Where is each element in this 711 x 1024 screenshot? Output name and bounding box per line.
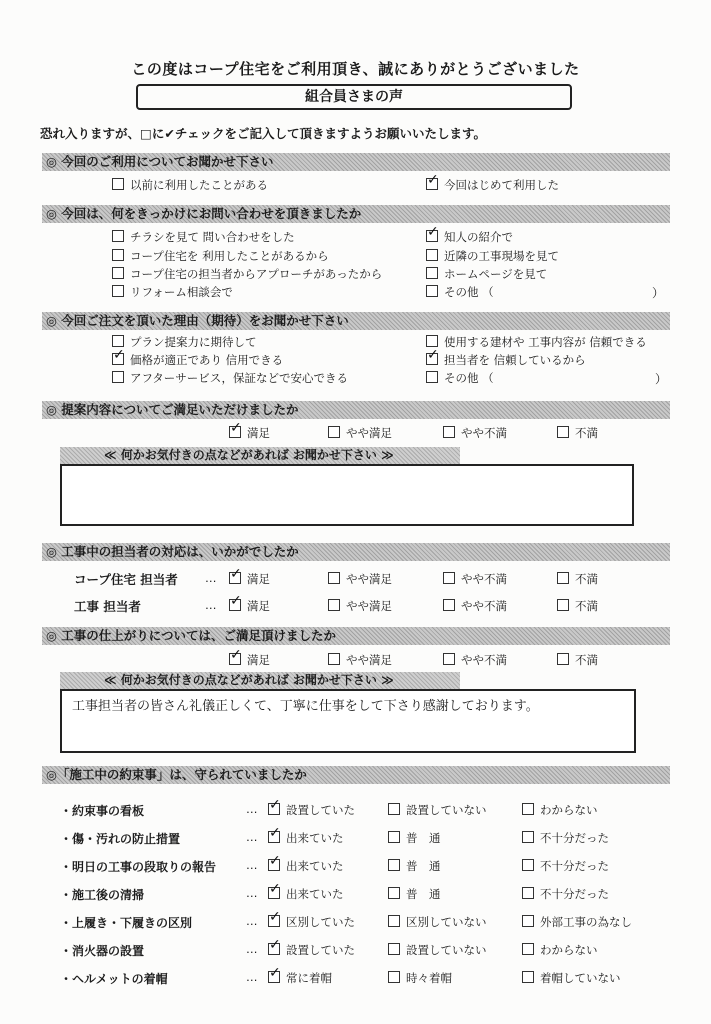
- q5-row-1-option-2[interactable]: やや不満: [443, 598, 507, 614]
- q2-option-6[interactable]: リフォーム相談会で: [112, 284, 233, 300]
- checkbox[interactable]: [112, 285, 124, 297]
- q7-row-5-label: ・消火器の設置: [60, 944, 145, 958]
- q7-row-1-option-2[interactable]: 不十分だった: [522, 830, 609, 846]
- section-q1-header: ◎ 今回のご利用についてお聞かせ下さい: [42, 153, 670, 171]
- checkbox[interactable]: [328, 572, 340, 584]
- checkbox[interactable]: [112, 267, 124, 279]
- checkbox[interactable]: [522, 971, 534, 983]
- checkbox[interactable]: [522, 831, 534, 843]
- checkbox[interactable]: [426, 335, 438, 347]
- q6-option-3[interactable]: 不満: [557, 652, 598, 668]
- checkbox[interactable]: [426, 371, 438, 383]
- checkbox[interactable]: [388, 971, 400, 983]
- checkbox-checked[interactable]: [426, 230, 438, 242]
- q7-row-1-label: ・傷・汚れの防止措置: [60, 832, 181, 846]
- checkbox-checked[interactable]: [268, 831, 280, 843]
- q2-option-4[interactable]: コープ住宅の担当者からアプローチがあったから: [112, 266, 382, 282]
- checkbox-checked[interactable]: [268, 915, 280, 927]
- checkbox[interactable]: [443, 653, 455, 665]
- q2-option-1[interactable]: ✓ 知人の紹介で: [426, 229, 513, 245]
- q4-option-0[interactable]: ✓満足: [229, 425, 270, 441]
- checkbox-checked[interactable]: [112, 353, 124, 365]
- q7-row-2-option-2[interactable]: 不十分だった: [522, 858, 609, 874]
- q7-row-0-option-1[interactable]: 設置していない: [388, 802, 487, 818]
- checkbox[interactable]: [443, 572, 455, 584]
- q7-row-1-option-1[interactable]: 普 通: [388, 830, 441, 846]
- checkbox[interactable]: [426, 267, 438, 279]
- q7-row-0-label: ・約束事の看板: [60, 804, 145, 818]
- q7-row-4-option-1[interactable]: 区別していない: [388, 914, 487, 930]
- q4-option-2[interactable]: やや不満: [443, 425, 507, 441]
- q3-option-5[interactable]: その他 （: [426, 370, 494, 386]
- q5-row-1-option-3[interactable]: 不満: [557, 598, 598, 614]
- checkbox[interactable]: [328, 599, 340, 611]
- section-q6-header: ◎ 工事の仕上がりについては、ご満足頂けましたか: [42, 627, 670, 645]
- q2-option-5[interactable]: ホームページを見て: [426, 266, 547, 282]
- q3-option-3[interactable]: ✓ 担当者を 信頼しているから: [426, 352, 586, 368]
- checkbox[interactable]: [112, 249, 124, 261]
- q7-row-2-label: ・明日の工事の段取りの報告: [60, 860, 217, 874]
- checkbox[interactable]: [388, 803, 400, 815]
- section-q5-header: ◎ 工事中の担当者の対応は、いかがでしたか: [42, 543, 670, 561]
- checkbox[interactable]: [522, 803, 534, 815]
- checkbox[interactable]: [388, 943, 400, 955]
- q7-row-5-option-1[interactable]: 設置していない: [388, 942, 487, 958]
- section-q3-header: ◎ 今回ご注文を頂いた理由（期待）をお聞かせ下さい: [42, 312, 670, 330]
- q7-row-0-dots: …: [246, 802, 258, 816]
- checkbox[interactable]: [522, 859, 534, 871]
- q7-row-2-dots: …: [246, 858, 258, 872]
- q6-comment-label: ≪ 何かお気付きの点などがあれば お聞かせ下さい ≫: [60, 672, 460, 689]
- q5-row-0-option-0[interactable]: ✓ 満足: [229, 571, 270, 587]
- q5-row-0-option-3[interactable]: 不満: [557, 571, 598, 587]
- q2-option-7[interactable]: その他 （: [426, 284, 494, 300]
- q3-option-0[interactable]: プラン提案力に期待して: [112, 334, 257, 350]
- q7-row-0-option-2[interactable]: わからない: [522, 802, 598, 818]
- q5-row-0-option-1[interactable]: やや満足: [328, 571, 392, 587]
- checkbox[interactable]: [522, 943, 534, 955]
- checkbox-checked[interactable]: [426, 353, 438, 365]
- q7-row-3-option-1[interactable]: 普 通: [388, 886, 441, 902]
- q5-row-0-option-2[interactable]: やや不満: [443, 571, 507, 587]
- q6-comment-text: 工事担当者の皆さん礼儀正しくて、丁寧に仕事をして下さり感謝しております。: [72, 699, 539, 714]
- checkbox-checked[interactable]: [229, 599, 241, 611]
- checkbox[interactable]: [112, 371, 124, 383]
- checkbox-checked[interactable]: [229, 426, 241, 438]
- q7-row-6-option-2[interactable]: 着帽していない: [522, 970, 621, 986]
- q6-option-0[interactable]: ✓満足: [229, 652, 270, 668]
- q4-option-3[interactable]: 不満: [557, 425, 598, 441]
- checkbox[interactable]: [328, 653, 340, 665]
- q7-row-6-label: ・ヘルメットの着帽: [60, 972, 168, 986]
- q5-row-1-dots: …: [205, 598, 217, 612]
- checkbox-checked[interactable]: [268, 859, 280, 871]
- q2-option-2[interactable]: コープ住宅を 利用したことがあるから: [112, 248, 329, 264]
- q4-option-1[interactable]: やや満足: [328, 425, 392, 441]
- checkbox[interactable]: [388, 831, 400, 843]
- q7-row-3-option-2[interactable]: 不十分だった: [522, 886, 609, 902]
- q5-row-1-label: 工事 担当者: [74, 599, 141, 614]
- checkbox-checked[interactable]: [268, 803, 280, 815]
- q7-row-1-dots: …: [246, 830, 258, 844]
- q7-row-2-option-1[interactable]: 普 通: [388, 858, 441, 874]
- checkbox[interactable]: [522, 915, 534, 927]
- q5-row-1-option-1[interactable]: やや満足: [328, 598, 392, 614]
- q6-option-2[interactable]: やや不満: [443, 652, 507, 668]
- q6-comment-box[interactable]: [60, 689, 636, 753]
- q1-option-0[interactable]: 以前に利用したことがある: [112, 177, 268, 193]
- checkbox[interactable]: [557, 572, 569, 584]
- q1-option-1[interactable]: ✓ 今回はじめて利用した: [426, 177, 559, 193]
- q7-row-3-option-0[interactable]: ✓ 出来ていた: [268, 886, 344, 902]
- q3-close-paren: ）: [655, 372, 668, 386]
- q4-comment-box[interactable]: [60, 464, 634, 526]
- q7-row-4-dots: …: [246, 914, 258, 928]
- q7-row-0-option-0[interactable]: ✓ 設置していた: [268, 802, 355, 818]
- q6-option-1[interactable]: やや満足: [328, 652, 392, 668]
- instructions-mark: □に✔: [140, 126, 175, 141]
- checkbox-checked[interactable]: [426, 178, 438, 190]
- q7-row-2-option-0[interactable]: ✓ 出来ていた: [268, 858, 344, 874]
- q2-option-3[interactable]: 近隣の工事現場を見て: [426, 248, 559, 264]
- checkbox[interactable]: [388, 915, 400, 927]
- checkbox[interactable]: [112, 178, 124, 190]
- instructions: [40, 124, 486, 142]
- q5-row-1-option-0[interactable]: ✓ 満足: [229, 598, 270, 614]
- q5-row-0-dots: …: [205, 571, 217, 585]
- q7-row-1-option-0[interactable]: ✓ 出来ていた: [268, 830, 344, 846]
- checkbox-checked[interactable]: [229, 572, 241, 584]
- checkbox[interactable]: [388, 859, 400, 871]
- q4-comment-label: ≪ 何かお気付きの点などがあれば お聞かせ下さい ≫: [60, 447, 460, 464]
- section-q4-header: ◎ 提案内容についてご満足いただけましたか: [42, 401, 670, 419]
- q7-row-5-dots: …: [246, 942, 258, 956]
- checkbox[interactable]: [426, 285, 438, 297]
- q7-row-5-option-0[interactable]: ✓ 設置していた: [268, 942, 355, 958]
- form-title: この度はコープ住宅をご利用頂き、誠にありがとうございました: [131, 60, 580, 78]
- checkbox[interactable]: [557, 599, 569, 611]
- section-q2-header: ◎ 今回は、何をきっかけにお問い合わせを頂きましたか: [42, 205, 670, 223]
- checkbox[interactable]: [443, 426, 455, 438]
- q7-row-4-label: ・上履き・下履きの区別: [60, 916, 193, 930]
- checkbox[interactable]: [522, 887, 534, 899]
- checkbox[interactable]: [443, 599, 455, 611]
- checkbox[interactable]: [112, 230, 124, 242]
- q3-option-4[interactable]: アフターサービス，保証などで安心できる: [112, 370, 348, 386]
- checkbox[interactable]: [328, 426, 340, 438]
- q2-close-paren: ）: [652, 286, 665, 300]
- checkbox[interactable]: [388, 887, 400, 899]
- q7-row-3-label: ・施工後の清掃: [60, 888, 145, 902]
- q7-row-6-dots: …: [246, 970, 258, 984]
- q7-row-6-option-0[interactable]: ✓ 常に着帽: [268, 970, 332, 986]
- q2-option-0[interactable]: チラシを見て 問い合わせをした: [112, 229, 295, 245]
- checkbox[interactable]: [426, 249, 438, 261]
- form-subtitle: 組合員さまの声: [136, 84, 572, 110]
- q7-row-4-option-0[interactable]: ✓ 区別していた: [268, 914, 355, 930]
- checkbox-checked[interactable]: [268, 971, 280, 983]
- q3-option-2[interactable]: ✓価格が適正であり 信用できる: [112, 352, 283, 368]
- checkbox-checked[interactable]: [268, 943, 280, 955]
- checkbox-checked[interactable]: [268, 887, 280, 899]
- q7-row-3-dots: …: [246, 886, 258, 900]
- q5-row-0-label: コープ住宅 担当者: [74, 572, 178, 587]
- section-q7-header: ◎「施工中の約束事」は、守られていましたか: [42, 766, 670, 784]
- instructions-before: 恐れ入りますが、: [40, 126, 141, 141]
- q3-option-1[interactable]: 使用する建材や 工事内容が 信頼できる: [426, 334, 647, 350]
- q7-row-5-option-2[interactable]: わからない: [522, 942, 598, 958]
- checkbox[interactable]: [557, 426, 569, 438]
- q7-row-4-option-2[interactable]: 外部工事の為なし: [522, 914, 632, 930]
- instructions-after: チェックをご記入して頂きますようお願いいたします。: [174, 126, 486, 141]
- checkbox[interactable]: [557, 653, 569, 665]
- checkbox-checked[interactable]: [229, 653, 241, 665]
- checkbox[interactable]: [112, 335, 124, 347]
- q7-row-6-option-1[interactable]: 時々着帽: [388, 970, 452, 986]
